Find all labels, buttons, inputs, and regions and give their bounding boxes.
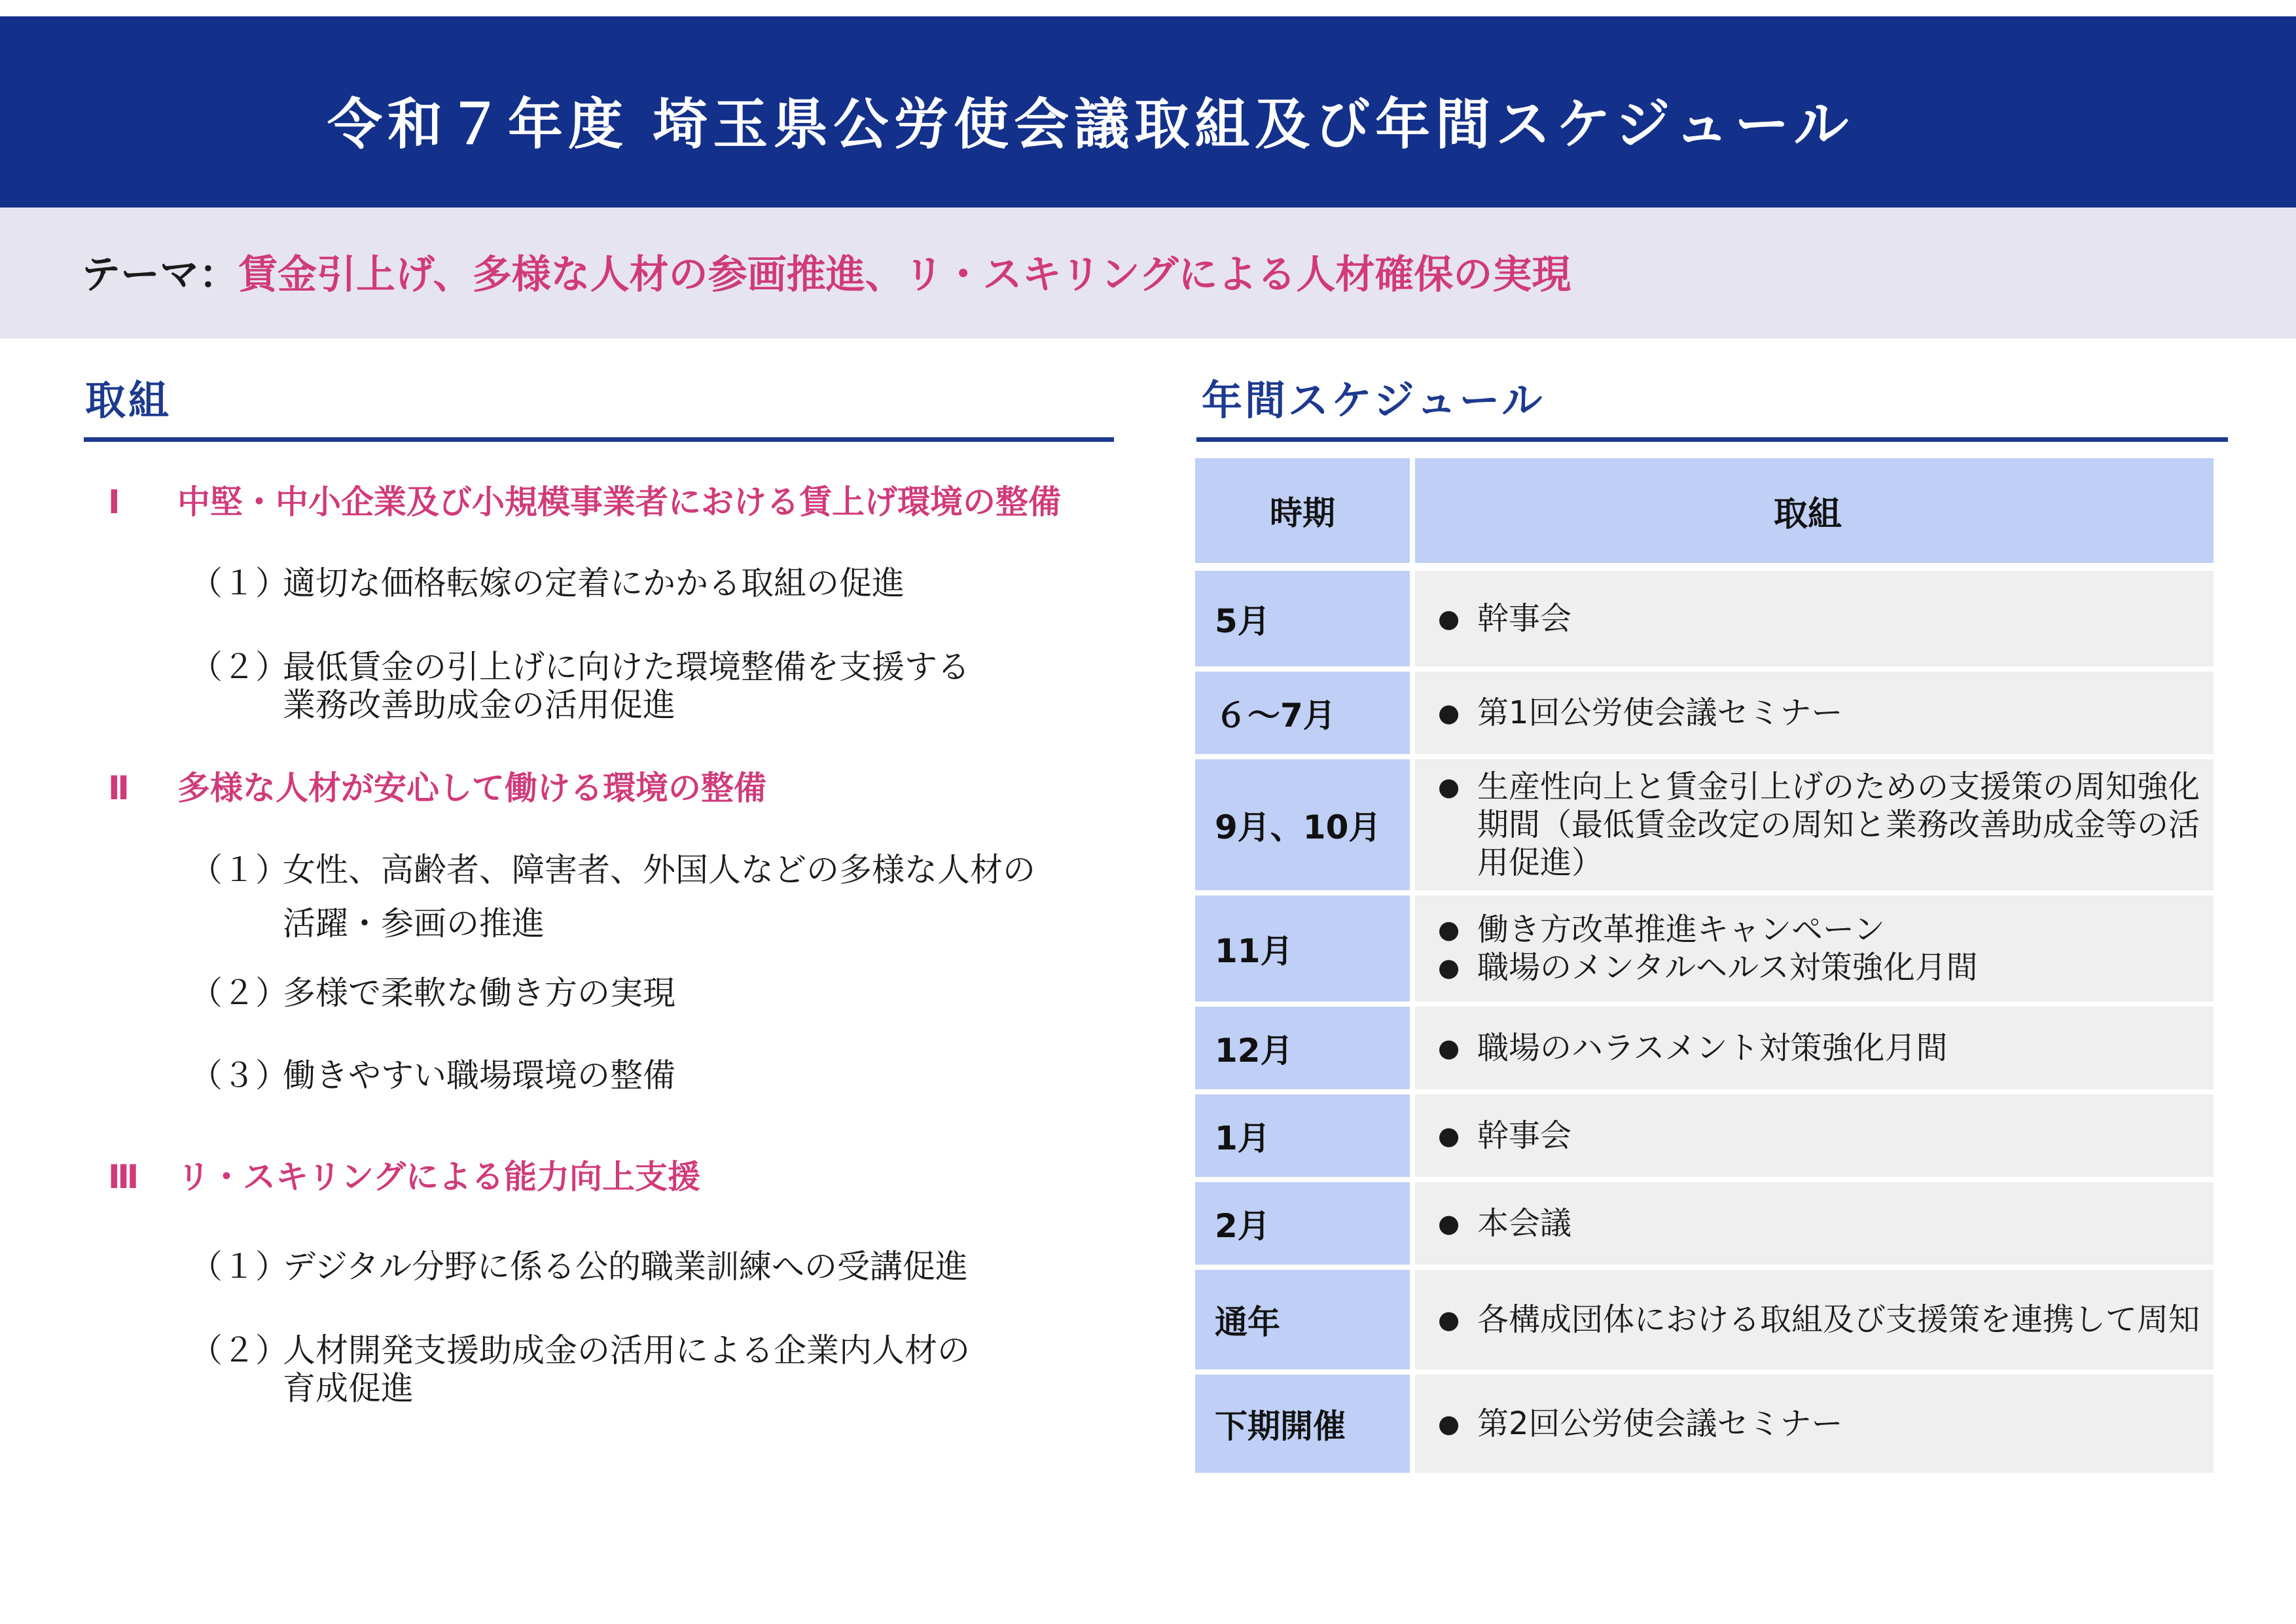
period-cell: 通年 xyxy=(1195,1270,1410,1369)
activity-item xyxy=(1438,1029,2200,1067)
table-row xyxy=(1195,571,2214,666)
theme-line xyxy=(81,249,1571,301)
bullet-icon: ● xyxy=(1438,1305,1460,1334)
initiative-item xyxy=(190,1056,675,1094)
activity-cell xyxy=(1415,571,2214,666)
activity-text: 職場のメンタルヘルス対策強化月間 xyxy=(1477,949,1978,986)
table-row xyxy=(1195,672,2214,754)
item-text: 働きやすい職場環境の整備 xyxy=(283,1056,675,1094)
activity-cell xyxy=(1415,1182,2214,1265)
initiative-section-3-heading xyxy=(108,1156,700,1198)
activity-text: 生産性向上と賃金引上げのための支援策の周知強化期間（最低賃金改定の周知と業務改善助成金等の活用促進） xyxy=(1477,768,2200,881)
bullet-icon: ● xyxy=(1438,604,1460,633)
activity-text: 働き方改革推進キャンペーン xyxy=(1477,911,1886,948)
period-cell: 1月 xyxy=(1195,1094,1410,1177)
table-row xyxy=(1195,1094,2214,1177)
schedule-header-row xyxy=(1195,458,2214,563)
activity-item xyxy=(1438,1117,2200,1155)
page-title: 令和７年度 埼玉県公労使会議取組及び年間スケジュール xyxy=(327,92,1854,156)
table-row xyxy=(1195,1182,2214,1265)
activity-cell xyxy=(1415,1270,2214,1369)
activity-item xyxy=(1438,600,2200,638)
initiative-item xyxy=(190,843,1035,950)
activity-cell xyxy=(1415,895,2214,1001)
item-text-continuation: 業務改善助成金の活用促進 xyxy=(283,686,675,724)
item-text: 人材開発支援助成金の活用による企業内人材の xyxy=(283,1331,970,1369)
activity-item xyxy=(1438,1405,2200,1443)
item-number: （２） xyxy=(190,1331,288,1369)
section-number: Ⅰ xyxy=(108,483,120,521)
item-text-continuation: 育成促進 xyxy=(283,1369,414,1407)
bullet-icon: ● xyxy=(1438,772,1460,801)
activity-item xyxy=(1438,694,2200,732)
item-text: 最低賃金の引上げに向けた環境整備を支援する xyxy=(283,648,970,686)
item-text: 多様で柔軟な働き方の実現 xyxy=(283,974,675,1012)
activity-text: 職場のハラスメント対策強化月間 xyxy=(1477,1030,1948,1066)
initiative-item xyxy=(190,648,970,724)
activity-text: 第1回公労使会議セミナー xyxy=(1477,695,1843,731)
period-cell: ６～7月 xyxy=(1195,672,1410,754)
table-row xyxy=(1195,1007,2214,1089)
section-number: Ⅱ xyxy=(108,769,130,807)
item-number: （３） xyxy=(190,1056,288,1094)
item-text: 適切な価格転嫁の定着にかかる取組の促進 xyxy=(283,564,905,602)
initiative-item xyxy=(190,1248,968,1286)
section-title: 多様な人材が安心して働ける環境の整備 xyxy=(177,769,766,807)
initiative-item xyxy=(190,974,675,1012)
activity-cell xyxy=(1415,1094,2214,1177)
activity-cell xyxy=(1415,1007,2214,1089)
initiatives-heading-rule xyxy=(84,437,1114,442)
initiative-section-1-heading xyxy=(108,481,1061,523)
table-row xyxy=(1195,895,2214,1001)
schedule-heading-rule xyxy=(1196,437,2228,442)
period-cell: 9月、10月 xyxy=(1195,759,1410,890)
table-row xyxy=(1195,1270,2214,1369)
table-row xyxy=(1195,1375,2214,1473)
item-text-continuation: 活躍・参画の推進 xyxy=(283,905,545,943)
initiatives-heading: 取組 xyxy=(85,376,172,424)
section-title: リ・スキリングによる能力向上支援 xyxy=(177,1158,700,1196)
initiative-item xyxy=(190,1331,970,1407)
activity-item xyxy=(1438,1301,2200,1339)
item-number: （２） xyxy=(190,648,288,686)
table-row xyxy=(1195,759,2214,890)
item-text: 女性、高齢者、障害者、外国人などの多様な人材の xyxy=(283,851,1035,889)
column-header-activity: 取組 xyxy=(1415,458,2214,563)
activity-item xyxy=(1438,948,2200,986)
bullet-icon: ● xyxy=(1438,1209,1460,1238)
item-number: （１） xyxy=(190,1248,288,1286)
activity-cell xyxy=(1415,1375,2214,1473)
period-cell: 11月 xyxy=(1195,895,1410,1001)
bullet-icon: ● xyxy=(1438,953,1460,982)
activity-cell xyxy=(1415,672,2214,754)
activity-text: 幹事会 xyxy=(1477,600,1572,637)
activity-text: 幹事会 xyxy=(1477,1117,1572,1154)
activity-text: 第2回公労使会議セミナー xyxy=(1477,1405,1843,1442)
period-cell: 5月 xyxy=(1195,571,1410,666)
initiative-item xyxy=(190,564,905,602)
period-cell: 下期開催 xyxy=(1195,1375,1410,1473)
section-number: Ⅲ xyxy=(108,1158,139,1196)
activity-text: 本会議 xyxy=(1477,1205,1572,1242)
activity-item xyxy=(1438,911,2200,948)
item-number: （２） xyxy=(190,974,288,1012)
bullet-icon: ● xyxy=(1438,915,1460,944)
section-title: 中堅・中小企業及び小規模事業者における賃上げ環境の整備 xyxy=(177,483,1061,521)
item-text: デジタル分野に係る公的職業訓練への受講促進 xyxy=(283,1248,968,1286)
theme-label: テーマ： xyxy=(81,252,238,298)
bullet-icon: ● xyxy=(1438,1034,1460,1062)
bullet-icon: ● xyxy=(1438,1121,1460,1150)
period-cell: 12月 xyxy=(1195,1007,1410,1089)
column-header-period: 時期 xyxy=(1195,458,1410,563)
item-number: （１） xyxy=(190,851,288,889)
activity-item xyxy=(1438,768,2200,882)
schedule-heading: 年間スケジュール xyxy=(1202,376,1545,424)
bullet-icon: ● xyxy=(1438,1409,1460,1438)
period-cell: 2月 xyxy=(1195,1182,1410,1265)
item-number: （１） xyxy=(190,564,288,602)
activity-cell xyxy=(1415,759,2214,890)
initiative-section-2-heading xyxy=(108,767,766,809)
bullet-icon: ● xyxy=(1438,698,1460,727)
activity-text: 各構成団体における取組及び支援策を連携して周知 xyxy=(1477,1301,2200,1338)
theme-value: 賃金引上げ、多様な人材の参画推進、リ・スキリングによる人材確保の実現 xyxy=(238,252,1571,298)
activity-item xyxy=(1438,1204,2200,1242)
